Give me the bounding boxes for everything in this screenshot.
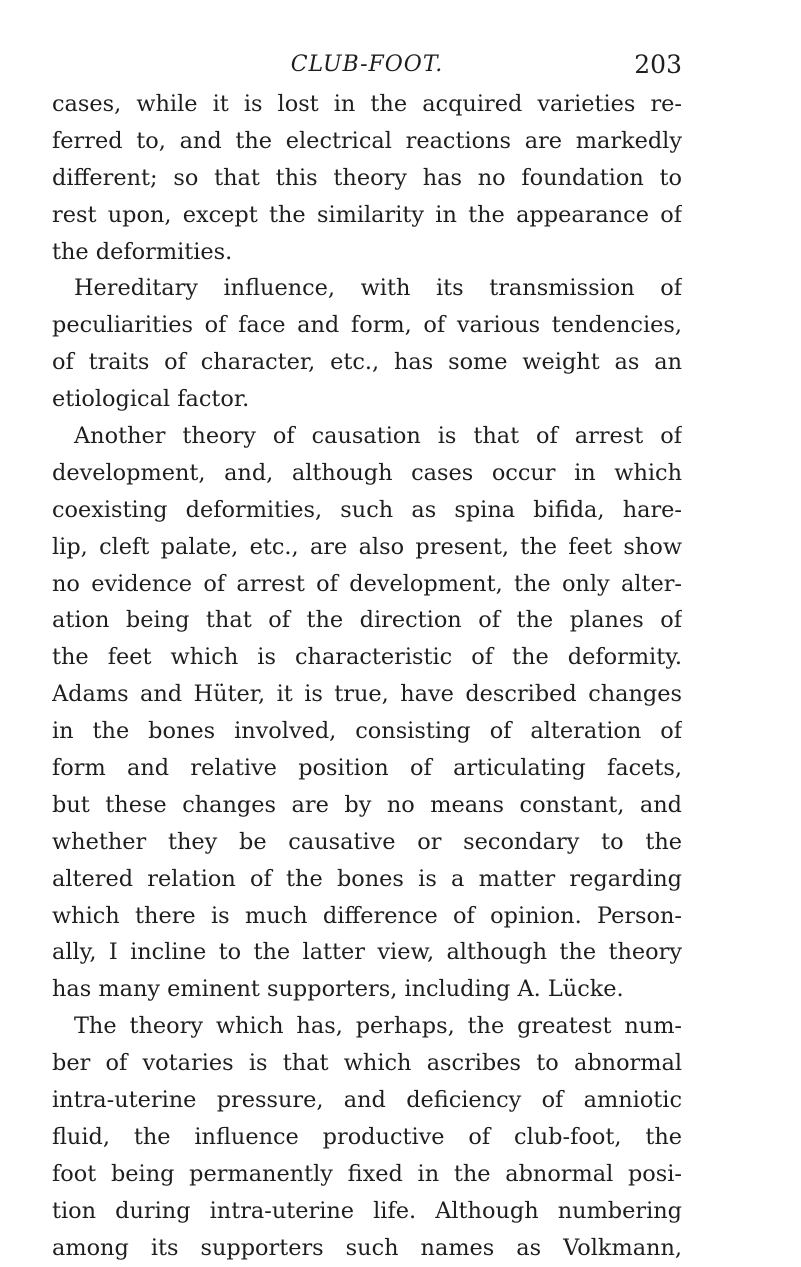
- text-line: no evidence of arrest of development, the only alter-: [52, 570, 682, 597]
- running-title: CLUB-FOOT.: [290, 52, 444, 77]
- text-line: whether they be causative or secondary to the: [52, 828, 682, 855]
- text-line: Another theory of causation is that of arrest of: [74, 423, 682, 450]
- text-line: but these changes are by no means constant, and: [52, 791, 682, 818]
- text-line: lip, cleft palate, etc., are also present, the feet show: [52, 533, 682, 560]
- text-line: ferred to, and the electrical reactions are markedly: [52, 127, 682, 154]
- text-line: different; so that this theory has no foundation to: [52, 164, 682, 191]
- text-line: coexisting deformities, such as spina bifida, hare-: [52, 496, 682, 523]
- text-line: fluid, the influence productive of club-foot, the: [52, 1123, 682, 1150]
- text-line: ber of votaries is that which ascribes to abnormal: [52, 1050, 682, 1077]
- text-line: the feet which is characteristic of the deformity.: [52, 644, 682, 671]
- text-line: foot being permanently fixed in the abnormal posi-: [52, 1160, 682, 1187]
- text-line: peculiarities of face and form, of various tendencies,: [52, 312, 682, 339]
- text-line: development, and, although cases occur in which: [52, 459, 682, 486]
- body-text: [52, 86, 682, 1267]
- text-line: intra-uterine pressure, and deficiency of amniotic: [52, 1087, 682, 1114]
- text-line: Hereditary influence, with its transmission of: [74, 275, 682, 302]
- text-line: form and relative position of articulating facets,: [52, 755, 682, 782]
- text-line: rest upon, except the similarity in the appearance of: [52, 201, 682, 228]
- text-line: altered relation of the bones is a matter regarding: [52, 865, 682, 892]
- text-line: ation being that of the direction of the planes of: [52, 607, 682, 634]
- text-line: of traits of character, etc., has some weight as an: [52, 349, 682, 376]
- page-number: 203: [634, 50, 682, 79]
- text-line: the deformities.: [52, 238, 233, 265]
- text-line: which there is much difference of opinion. Person-: [52, 902, 682, 929]
- text-line: cases, while it is lost in the acquired varieties re-: [52, 91, 682, 117]
- text-line: tion during intra-uterine life. Although numbering: [52, 1197, 682, 1224]
- text-line: among its supporters such names as Volkmann,: [52, 1234, 682, 1261]
- text-line: Adams and Hüter, it is true, have described changes: [52, 681, 682, 708]
- text-line: in the bones involved, consisting of alteration of: [52, 718, 682, 745]
- text-line: has many eminent supporters, including A. Lücke.: [52, 976, 624, 1003]
- text-line: The theory which has, perhaps, the greatest num-: [74, 1013, 682, 1040]
- running-head: [52, 48, 682, 82]
- text-line: etiological factor.: [52, 386, 250, 413]
- text-line: ally, I incline to the latter view, although the theory: [52, 939, 682, 966]
